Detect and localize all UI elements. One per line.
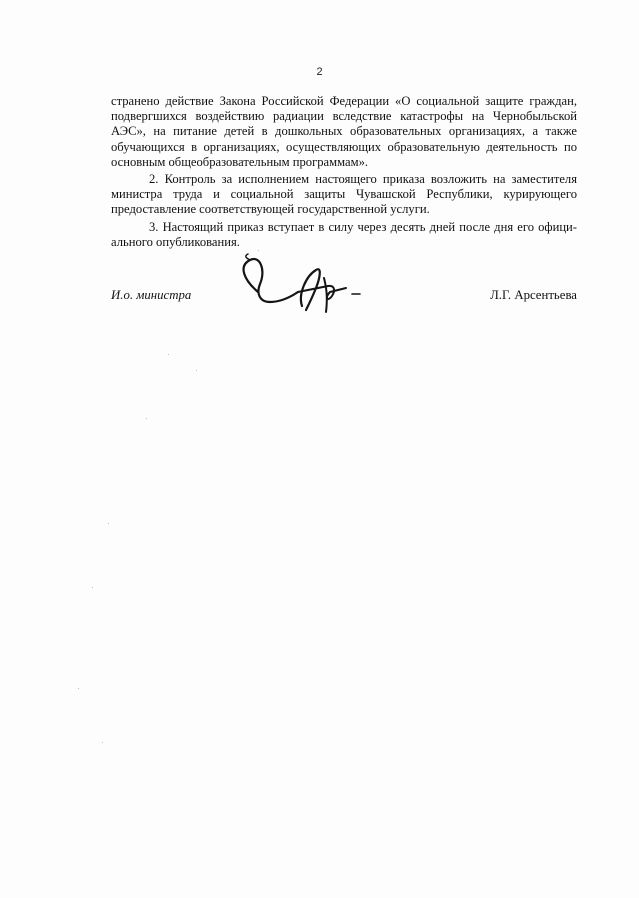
scan-speck <box>146 418 147 419</box>
document-body <box>111 94 577 252</box>
paragraph-2 <box>111 172 577 218</box>
scan-speck <box>168 354 169 355</box>
paragraph-1-continuation <box>111 94 577 170</box>
page-number: 2 <box>316 66 323 78</box>
body-line: АЭС», на питание детей в дошкольных образовательных организациях, а также <box>111 124 577 139</box>
scan-speck <box>196 370 197 371</box>
signatory-name: Л.Г. Арсентьева <box>490 288 577 302</box>
body-line: предоставление соответствующей государственной услуги. <box>111 202 430 217</box>
paragraph-3 <box>111 220 577 250</box>
scan-speck <box>78 688 79 689</box>
scan-speck <box>92 587 93 588</box>
scan-speck <box>258 250 259 251</box>
scan-speck <box>102 742 103 743</box>
body-line: ального опубликования. <box>111 234 240 249</box>
body-line: основным общеобразовательным программам». <box>111 154 369 169</box>
scan-speck <box>108 523 109 524</box>
body-line: министра труда и социальной защиты Чувашской Республики, курирующего <box>111 187 577 202</box>
body-line: подвергшихся воздействию радиации вследствие катастрофы на Чернобыльской <box>111 109 577 124</box>
signatory-position: И.о. министра <box>111 288 192 302</box>
body-line: обучающихся в организациях, осуществляющих образовательную деятельность по <box>111 139 577 154</box>
body-line: 3. Настоящий приказ вступает в силу через десять дней после дня его офици- <box>149 219 577 234</box>
body-line: 2. Контроль за исполнением настоящего приказа возложить на заместителя <box>149 172 577 187</box>
signature-block <box>111 288 577 312</box>
body-line: страненo действие Закона Российской Федерации «О социальной защите граждан, <box>111 94 577 108</box>
